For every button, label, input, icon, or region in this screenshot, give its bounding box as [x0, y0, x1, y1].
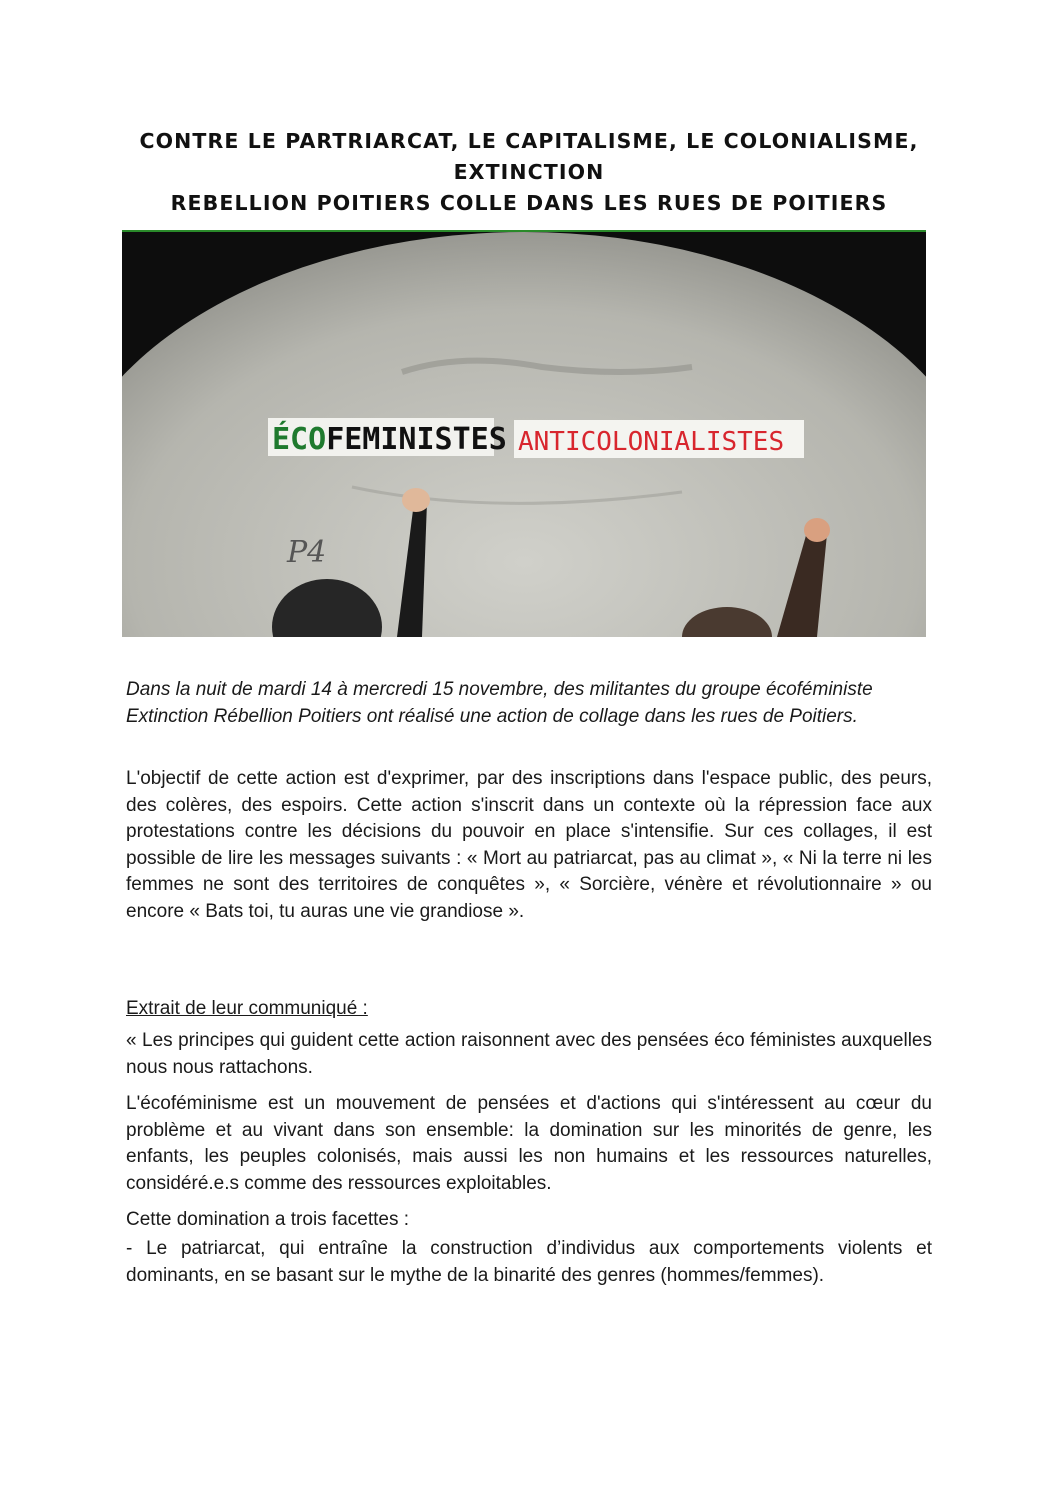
quote-paragraph-1: « Les principes qui guident cette action raisonnent avec des pensées éco féministes auxquelles nous nous rattachons.: [126, 1030, 932, 1078]
quote-paragraph-2: L'écoféminisme est un mouvement de pensées et d'actions qui s'intéressent au cœur du problème et au vivant dans son ensemble: la domination sur les minorités de genre, les enfants, les peuples colonisés, mais aussi les non humains et les ressources naturelles, considéré.e.s comme des ressources exploitables.: [126, 1093, 932, 1194]
quote-paragraph-4: - Le patriarcat, qui entraîne la construction d’individus aux comportements violents et dominants, en se basant sur le mythe de la binarité des genres (hommes/femmes).: [126, 1238, 932, 1286]
title-line-1: CONTRE LE PARTRIARCAT, LE CAPITALISME, LE COLONIALISME, EXTINCTION: [139, 129, 919, 184]
communique-subheading: Extrait de leur communiqué :: [126, 998, 368, 1019]
banner-black-text: FEMINISTES: [326, 422, 507, 457]
wall-photo-illustration: [122, 232, 926, 637]
banner-red-text: ANTICOLONIALISTES: [518, 427, 785, 457]
svg-text:ÉCOFEMINISTES: [272, 421, 507, 457]
raised-fist-left: [402, 488, 430, 512]
banner-green-text: ÉCO: [272, 422, 327, 457]
article-photo: [122, 230, 926, 637]
article-paragraph-1: L'objectif de cette action est d'exprimer, par des inscriptions dans l'espace public, des peurs, des colères, des espoirs. Cette action s'inscrit dans un contexte où la répression face aux protestations contre les décisions du pouvoir en place s'intensifie. Sur ces collages, il est possible de lire les messages suivants : « Mort au patriarcat, pas au climat », « Ni la terre ni les femmes ne sont des territoires de conquêtes », « Sorcière, vénère et révolutionnaire » ou encore « Bats toi, tu auras une vie grandiose ».: [126, 768, 932, 922]
raised-fist-right: [804, 518, 830, 542]
title-line-2: REBELLION POITIERS COLLE DANS LES RUES DE POITIERS: [170, 191, 888, 215]
quote-paragraph-3: Cette domination a trois facettes :: [126, 1209, 410, 1230]
graffiti-text: P4: [287, 535, 327, 570]
article-intro: Dans la nuit de mardi 14 à mercredi 15 novembre, des militantes du groupe écoféministe Extinction Rébellion Poitiers ont réalisé une action de collage dans les rues de Poitiers.: [126, 679, 873, 727]
article-title: [110, 126, 948, 219]
